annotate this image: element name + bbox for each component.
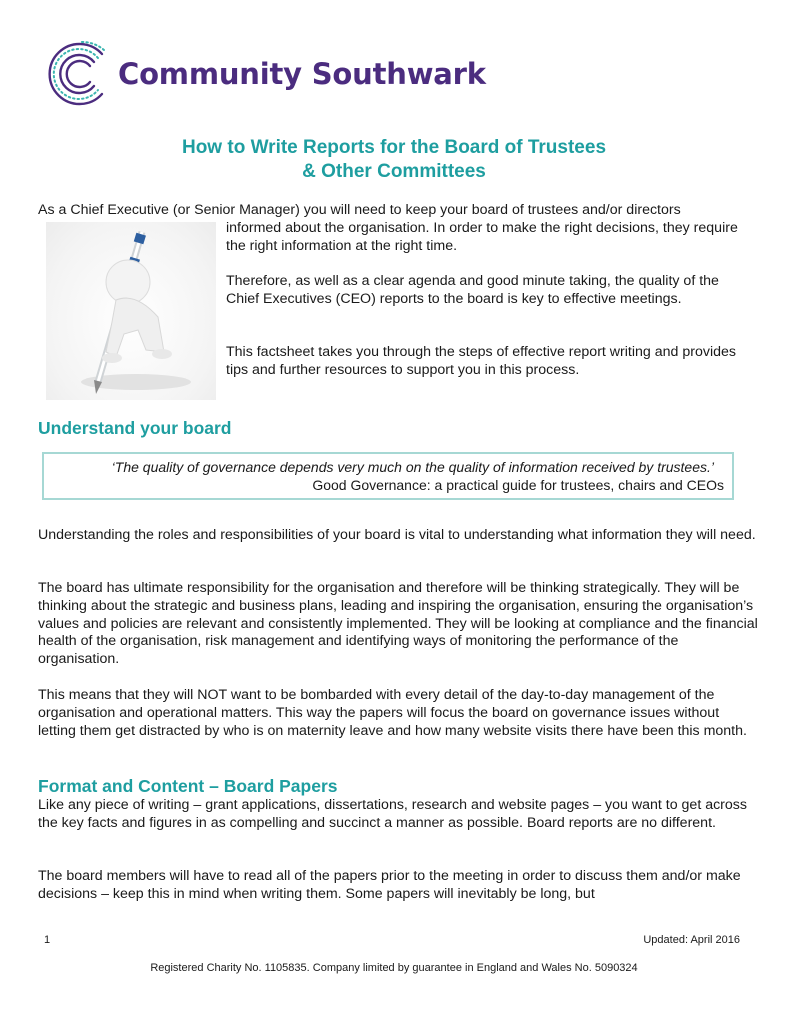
title-line-1: How to Write Reports for the Board of Trustees <box>181 137 607 158</box>
concentric-c-logo-icon <box>46 40 114 108</box>
intro-paragraph-1-first-line: As a Chief Executive (or Senior Manager) you will need to keep your board of trustees and/or directors <box>38 202 681 218</box>
page-title <box>0 136 788 184</box>
logo <box>46 38 486 110</box>
section1-paragraph-2: The board has ultimate responsibility for the organisation and therefore will be thinking strategically. They will be thinking about the strategic and business plans, leading and inspiring the organisation, ensuring the organisation’s values and policies are relevant and consistently implemented. They will be looking at compliance and the financial health of the organisation, risk management and identifying ways of monitoring the performance of the organisation. <box>38 580 758 668</box>
quote-text: ‘The quality of governance depends very much on the quality of information received by trustees.’ <box>111 459 714 475</box>
intro-paragraph-1-rest: informed about the organisation. In order to make the right decisions, they require the right information at the right time. <box>226 220 738 254</box>
section2-paragraph-2: The board members will have to read all of the papers prior to the meeting in order to discuss them and/or make decisions – keep this in mind when writing them. Some papers will inevitably be long, but <box>38 868 741 902</box>
heading-format-and-content: Format and Content – Board Papers <box>38 776 338 796</box>
logo-text: Community Southwark <box>118 57 486 91</box>
section1-paragraph-3: This means that they will NOT want to be bombarded with every detail of the day-to-day management of the organisation and operational matters. This way the papers will focus the board on governance issues without letting them get distracted by who is on maternity leave and how many website visits there have been this month. <box>38 687 747 739</box>
quote-box <box>42 452 734 500</box>
title-line-2: & Other Committees <box>302 161 486 182</box>
section2-paragraph-1: Like any piece of writing – grant applications, dissertations, research and website pages – you want to get across the key facts and figures in as compelling and succinct a manner as possible. Board reports are no different. <box>38 797 747 831</box>
section1-paragraph-1: Understanding the roles and responsibilities of your board is vital to understanding what information they will need. <box>38 527 756 543</box>
pen-figure-image <box>46 222 216 400</box>
page-number: 1 <box>44 934 51 946</box>
intro-paragraph-3: This factsheet takes you through the steps of effective report writing and provides tips and further resources to support you in this process. <box>226 344 736 378</box>
heading-understand-your-board: Understand your board <box>38 418 232 438</box>
updated-date: Updated: April 2016 <box>643 934 740 946</box>
quote-source: Good Governance: a practical guide for trustees, chairs and CEOs <box>312 477 724 493</box>
person-with-pen-icon <box>46 222 216 400</box>
registration-notice: Registered Charity No. 1105835. Company limited by guarantee in England and Wales No. 5090324 <box>150 962 638 974</box>
intro-paragraph-2: Therefore, as well as a clear agenda and good minute taking, the quality of the Chief Executives (CEO) reports to the board is key to effective meetings. <box>226 273 719 307</box>
